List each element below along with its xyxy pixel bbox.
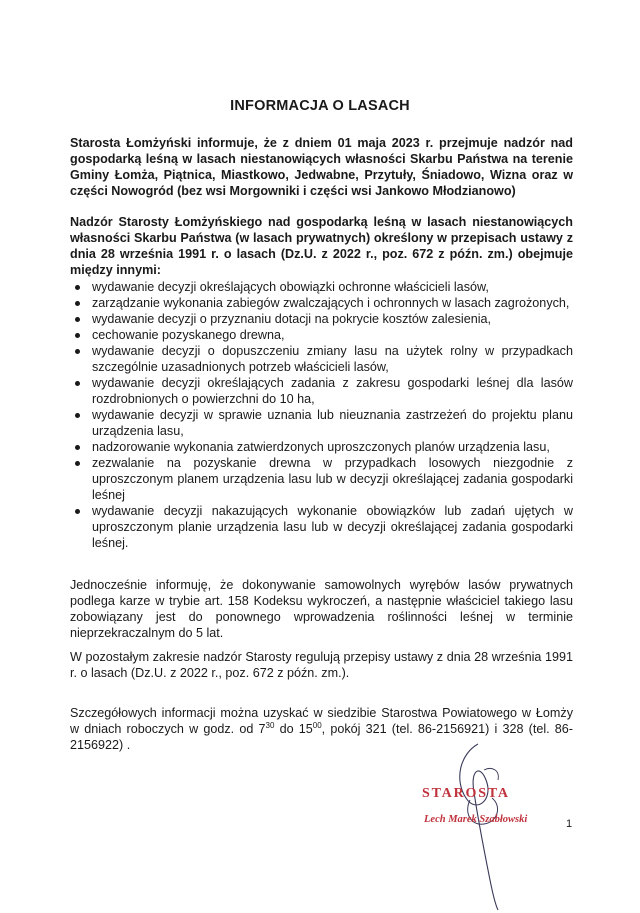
duty-text: zarządzanie wykonania zabiegów zwalczających i ochronnych w lasach zagrożonych,: [92, 296, 570, 310]
seal-title: STAROSTA: [422, 786, 510, 801]
duty-list-item: [70, 503, 573, 551]
bullet-dot: [75, 285, 80, 290]
duty-text: wydawanie decyzji o przyznaniu dotacji na pokrycie kosztów zalesienia,: [92, 312, 492, 326]
duty-text: zezwalanie na pozyskanie drewna w przypadkach losowych niezgodnie z uproszczonym planem urządzenia lasu lub w decyzji określającej zadania gospodarki leśnej: [92, 456, 573, 502]
contact-start-minutes: 30: [265, 720, 275, 730]
duty-list-item: [70, 455, 573, 503]
contact-mid: do 15: [274, 722, 313, 737]
bullet-dot: [75, 381, 80, 386]
other-regulations-paragraph: W pozostałym zakresie nadzór Starosty regulują przepisy ustawy z dnia 28 września 1991 r. o lasach (Dz.U. z 2022 r., poz. 672 z późn. zm.).: [70, 650, 573, 681]
bullet-dot: [75, 461, 80, 466]
duty-list-item: [70, 279, 573, 295]
bullet-dot: [75, 445, 80, 450]
duty-text: wydawanie decyzji określających obowiązki ochronne właścicieli lasów,: [92, 280, 489, 294]
handwritten-signature: [440, 740, 550, 912]
duty-text: wydawanie decyzji określających zadania z zakresu gospodarki leśnej dla lasów rozdrobnionych o powierzchni do 10 ha,: [92, 376, 573, 406]
duty-text: wydawanie decyzji nakazujących wykonanie obowiązków lub zadań ujętych w uproszczonym planie urządzenia lasu lub w decyzji określającej zadania gospodarki leśnej.: [92, 504, 573, 550]
duties-list: [70, 279, 573, 551]
document-title: INFORMACJA O LASACH: [230, 98, 410, 114]
duty-list-item: [70, 311, 573, 327]
bullet-dot: [75, 301, 80, 306]
bullet-dot: [75, 413, 80, 418]
contact-end-minutes: 00: [312, 720, 322, 730]
bullet-dot: [75, 509, 80, 514]
duty-text: wydawanie decyzji w sprawie uznania lub nieuznania zastrzeżeń do projektu planu urządzenia lasu,: [92, 408, 573, 438]
intro-paragraph: Starosta Łomżyński informuje, że z dniem 01 maja 2023 r. przejmuje nadzór nad gospodarką leśną w lasach niestanowiących własności Skarbu Państwa na terenie Gminy Łomża, Piątnica, Miastkowo, Jedwabne, Przytuły, Śniadowo, Wizna oraz w części Nowogród (bez wsi Morgowniki i części wsi Jankowo Młodzianowo): [70, 136, 573, 199]
bullet-dot: [75, 333, 80, 338]
scope-paragraph: Nadzór Starosty Łomżyńskiego nad gospodarką leśną w lasach niestanowiących własności Skarbu Państwa (w lasach prywatnych) określony w przepisach ustawy z dnia 28 września 1991 r. o lasach (Dz.U. z 2022 r., poz. 672 z późn. zm.) obejmuje między innymi:: [70, 215, 573, 278]
duty-text: wydawanie decyzji o dopuszczeniu zmiany lasu na użytek rolny w przypadkach szczególnie uzasadnionych potrzeb właścicieli lasów,: [92, 344, 573, 374]
bullet-dot: [75, 349, 80, 354]
penalty-paragraph: Jednocześnie informuję, że dokonywanie samowolnych wyrębów lasów prywatnych podlega karze w trybie art. 158 Kodeksu wykroczeń, a następnie właściciel takiego lasu zobowiązany jest do ponownego wprowadzenia roślinności leśnej w terminie nieprzekraczalnym do 5 lat.: [70, 578, 573, 641]
bullet-dot: [75, 317, 80, 322]
duty-list-item: [70, 375, 573, 407]
duty-text: nadzorowanie wykonania zatwierdzonych uproszczonych planów urządzenia lasu,: [92, 440, 550, 454]
page-number: 1: [566, 818, 573, 830]
duty-text: cechowanie pozyskanego drewna,: [92, 328, 285, 342]
duty-list-item: [70, 295, 573, 311]
duty-list-item: [70, 343, 573, 375]
contact-tail: , pokój 321 (tel. 86-2156921) i 328 (tel. 86-2156922) .: [70, 722, 573, 753]
duty-list-item: [70, 439, 573, 455]
seal-name: Lech Marek Szabłowski: [424, 814, 528, 825]
contact-lead: Szczegółowych informacji można uzyskać w siedzibie Starostwa Powiatowego w Łomży w dniach roboczych w godz. od 7: [70, 706, 573, 737]
duty-list-item: [70, 327, 573, 343]
duty-list-item: [70, 407, 573, 439]
